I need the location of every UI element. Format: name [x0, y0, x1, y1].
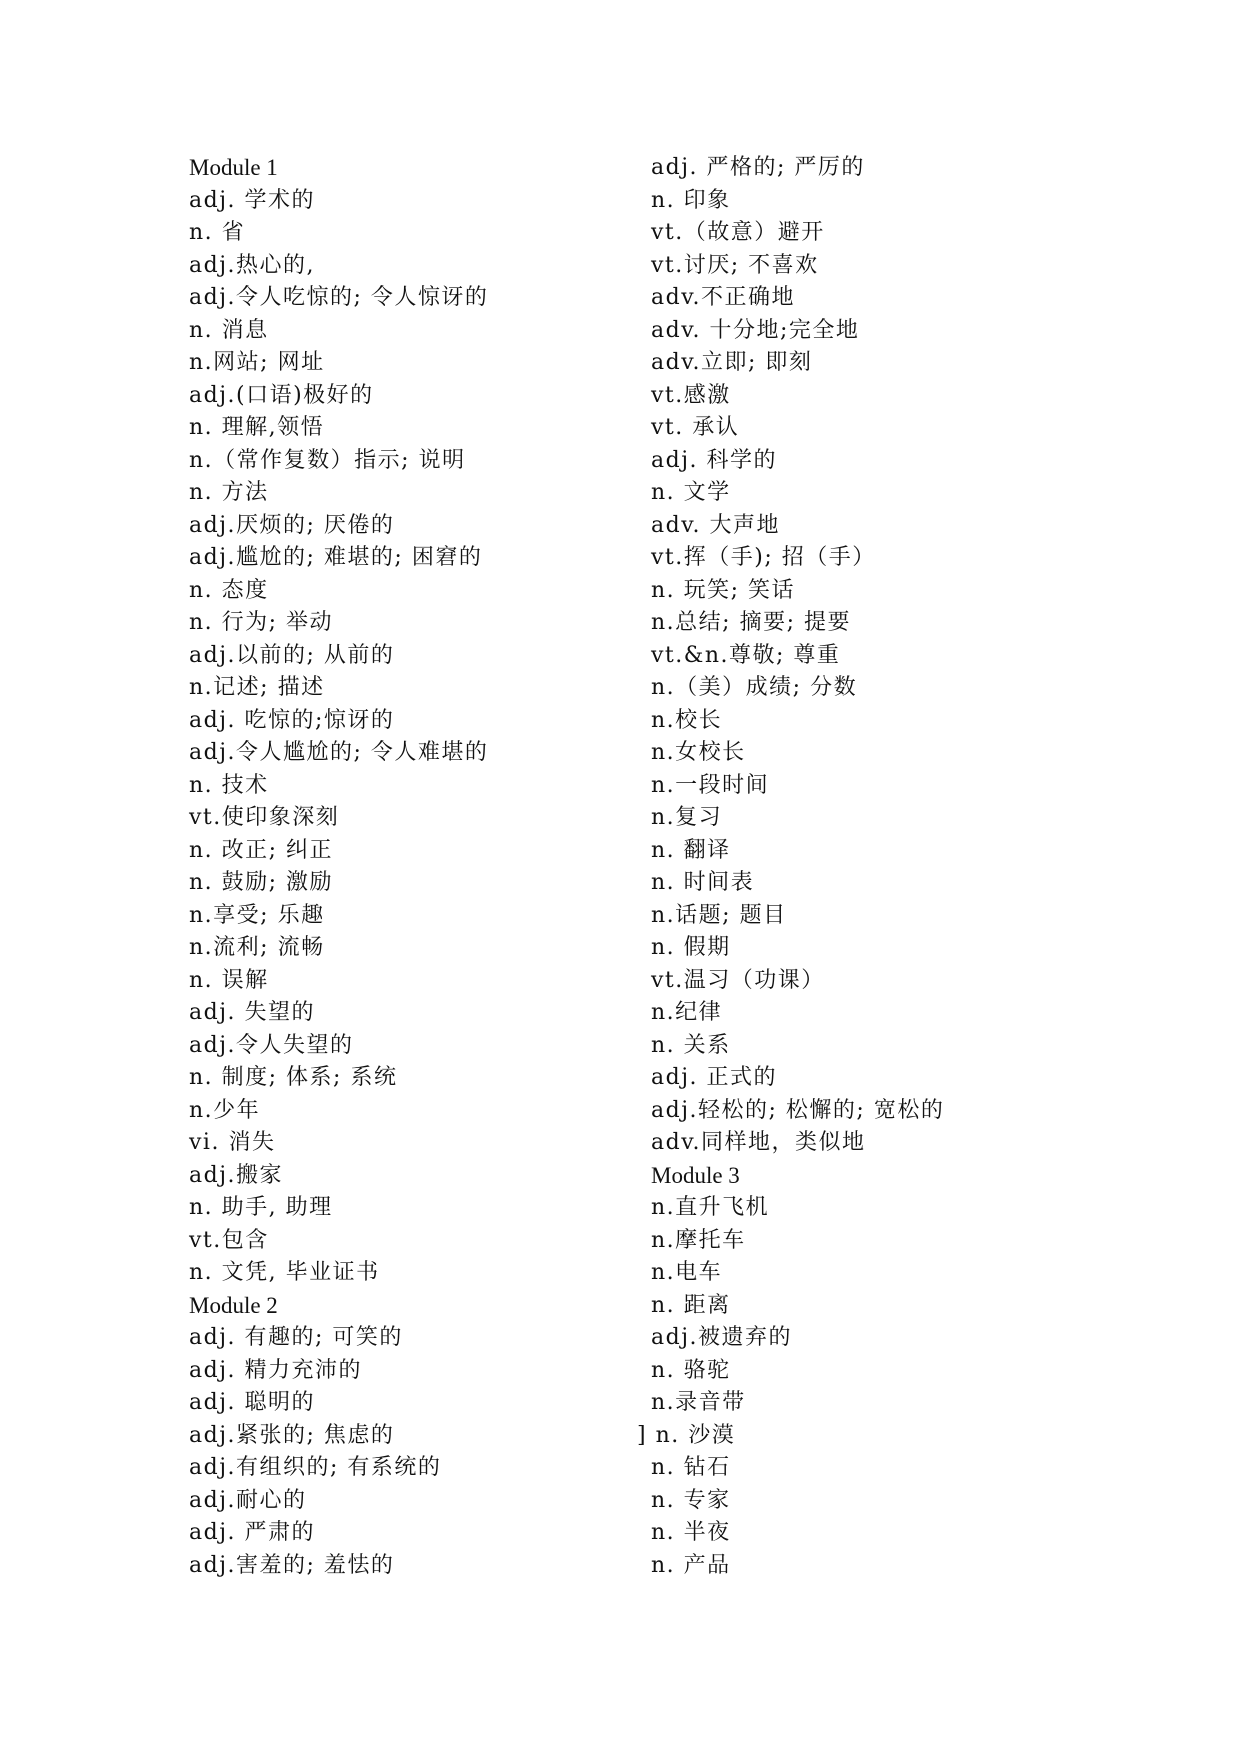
vocab-entry: n. 改正; 纠正 — [189, 837, 334, 863]
vocab-entry: vt.包含 — [189, 1227, 269, 1253]
vocab-entry: adj. 有趣的; 可笑的 — [189, 1325, 403, 1350]
vocab-entry: adj.令人吃惊的; 令人惊讶的 — [189, 285, 489, 310]
vocab-entry: adj.(口语)极好的 — [189, 382, 374, 408]
vocab-entry: n. 钻石 — [651, 1455, 731, 1480]
vocab-entry: n. 方法 — [189, 480, 269, 505]
vocab-entry: n. 距离 — [651, 1292, 731, 1318]
vocab-entry: adj. 严肃的 — [189, 1520, 316, 1545]
module-heading: Module 3 — [651, 1162, 740, 1188]
vocab-entry: n.享受; 乐趣 — [189, 902, 325, 928]
vocab-entry: n. 消息 — [189, 317, 269, 343]
vocab-entry: adj. 学术的 — [189, 187, 316, 213]
vocab-entry: n. 助手, 助理 — [189, 1195, 333, 1220]
vocab-entry: n. 行为; 举动 — [189, 610, 334, 635]
vocab-entry: n. 印象 — [651, 187, 731, 213]
vocab-entry: n. 关系 — [651, 1032, 731, 1058]
module-heading: Module 2 — [189, 1292, 278, 1318]
vocab-entry: adj.紧张的; 焦虑的 — [189, 1422, 395, 1448]
vocab-entry: n. 翻译 — [651, 837, 731, 863]
vocab-entry: n. 时间表 — [651, 870, 755, 895]
vocab-entry: vt.&n.尊敬; 尊重 — [651, 642, 841, 668]
vocab-entry: n.（常作复数）指示; 说明 — [189, 447, 466, 473]
vocab-entry: vt.讨厌; 不喜欢 — [651, 252, 819, 278]
vocab-entry: n.电车 — [651, 1260, 723, 1285]
vocab-entry: vt.挥（手); 招（手） — [651, 545, 876, 570]
vocab-entry: adj. 科学的 — [651, 447, 778, 473]
vocab-entry: n. 文学 — [651, 480, 731, 505]
vocab-entry: n. 理解,领悟 — [189, 415, 325, 440]
vocab-entry: ] n. 沙漠 — [637, 1422, 736, 1448]
vocab-entry: adj.被遗弃的 — [651, 1325, 793, 1350]
vocab-entry: adj.有组织的; 有系统的 — [189, 1455, 442, 1480]
vocab-entry: n.网站; 网址 — [189, 350, 325, 375]
vocab-entry: n. 专家 — [651, 1487, 731, 1513]
vocab-entry: vt. 承认 — [651, 415, 740, 440]
vocab-entry: adv. 大声地 — [651, 512, 781, 538]
vocab-entry: adj. 严格的; 严厉的 — [651, 155, 865, 180]
vocab-entry: adv. 十分地;完全地 — [651, 317, 860, 343]
vocab-entry: adj.令人尴尬的; 令人难堪的 — [189, 740, 489, 765]
vocab-entry: vi. 消失 — [189, 1130, 276, 1155]
vocab-entry: n. 骆驼 — [651, 1357, 731, 1383]
vocab-entry: adj.令人失望的 — [189, 1032, 354, 1058]
vocab-entry: n.少年 — [189, 1097, 261, 1123]
vocab-entry: adv.不正确地 — [651, 285, 796, 310]
vocab-entry: adv.同样地，类似地 — [651, 1130, 866, 1155]
vocab-entry: n.记述; 描述 — [189, 675, 325, 700]
vocab-entry: n. 假期 — [651, 935, 731, 960]
left-column — [189, 152, 609, 1582]
vocab-entry: n.复习 — [651, 805, 723, 830]
vocab-entry: n. 产品 — [651, 1552, 731, 1578]
vocab-entry: adj. 吃惊的;惊讶的 — [189, 707, 395, 733]
vocab-entry: n.录音带 — [651, 1390, 746, 1415]
vocab-entry: vt.使印象深刻 — [189, 805, 340, 830]
vocab-entry: n.话题; 题目 — [651, 902, 787, 928]
vocab-entry: n. 文凭, 毕业证书 — [189, 1260, 380, 1285]
right-column — [637, 152, 1071, 1582]
vocab-entry: n.总结; 摘要; 提要 — [651, 610, 851, 635]
vocab-entry: n. 技术 — [189, 772, 269, 798]
vocab-entry: vt.（故意）避开 — [651, 220, 825, 245]
vocab-entry: adj.轻松的; 松懈的; 宽松的 — [651, 1097, 945, 1123]
vocab-entry: adj.以前的; 从前的 — [189, 642, 395, 668]
vocab-entry: adj.耐心的 — [189, 1487, 307, 1513]
vocab-entry: adv.立即; 即刻 — [651, 350, 813, 375]
vocab-entry: adj.热心的, — [189, 252, 316, 278]
vocab-entry: n.直升飞机 — [651, 1195, 770, 1220]
vocab-entry: adj. 失望的 — [189, 1000, 316, 1025]
vocab-entry: n.流利; 流畅 — [189, 935, 325, 960]
module-heading: Module 1 — [189, 155, 278, 180]
vocab-entry: n.校长 — [651, 707, 723, 733]
vocab-entry: n.女校长 — [651, 740, 746, 765]
vocab-entry: n. 制度; 体系; 系统 — [189, 1065, 398, 1090]
vocab-entry: adj. 精力充沛的 — [189, 1357, 363, 1383]
vocab-entry: n. 误解 — [189, 967, 269, 993]
vocab-entry: adj. 聪明的 — [189, 1390, 316, 1415]
vocab-entry: adj. 正式的 — [651, 1065, 778, 1090]
vocab-entry: adj.尴尬的; 难堪的; 困窘的 — [189, 545, 483, 570]
vocab-entry: vt.感激 — [651, 382, 731, 408]
vocab-entry: n. 鼓励; 激励 — [189, 870, 334, 895]
vocab-entry: n.纪律 — [651, 1000, 723, 1025]
vocab-entry: n. 玩笑; 笑话 — [651, 577, 796, 603]
vocab-entry: n. 省 — [189, 220, 246, 245]
vocab-entry: n.摩托车 — [651, 1227, 746, 1253]
vocab-entry: adj.厌烦的; 厌倦的 — [189, 512, 395, 538]
vocab-entry: n.（美）成绩; 分数 — [651, 675, 858, 700]
vocab-entry: n.一段时间 — [651, 772, 770, 798]
vocab-entry: n. 半夜 — [651, 1520, 731, 1545]
vocab-entry: adj.害羞的; 羞怯的 — [189, 1552, 395, 1578]
vocab-entry: vt.温习（功课） — [651, 967, 825, 993]
vocab-entry: adj.搬家 — [189, 1162, 284, 1188]
vocab-entry: n. 态度 — [189, 577, 269, 603]
